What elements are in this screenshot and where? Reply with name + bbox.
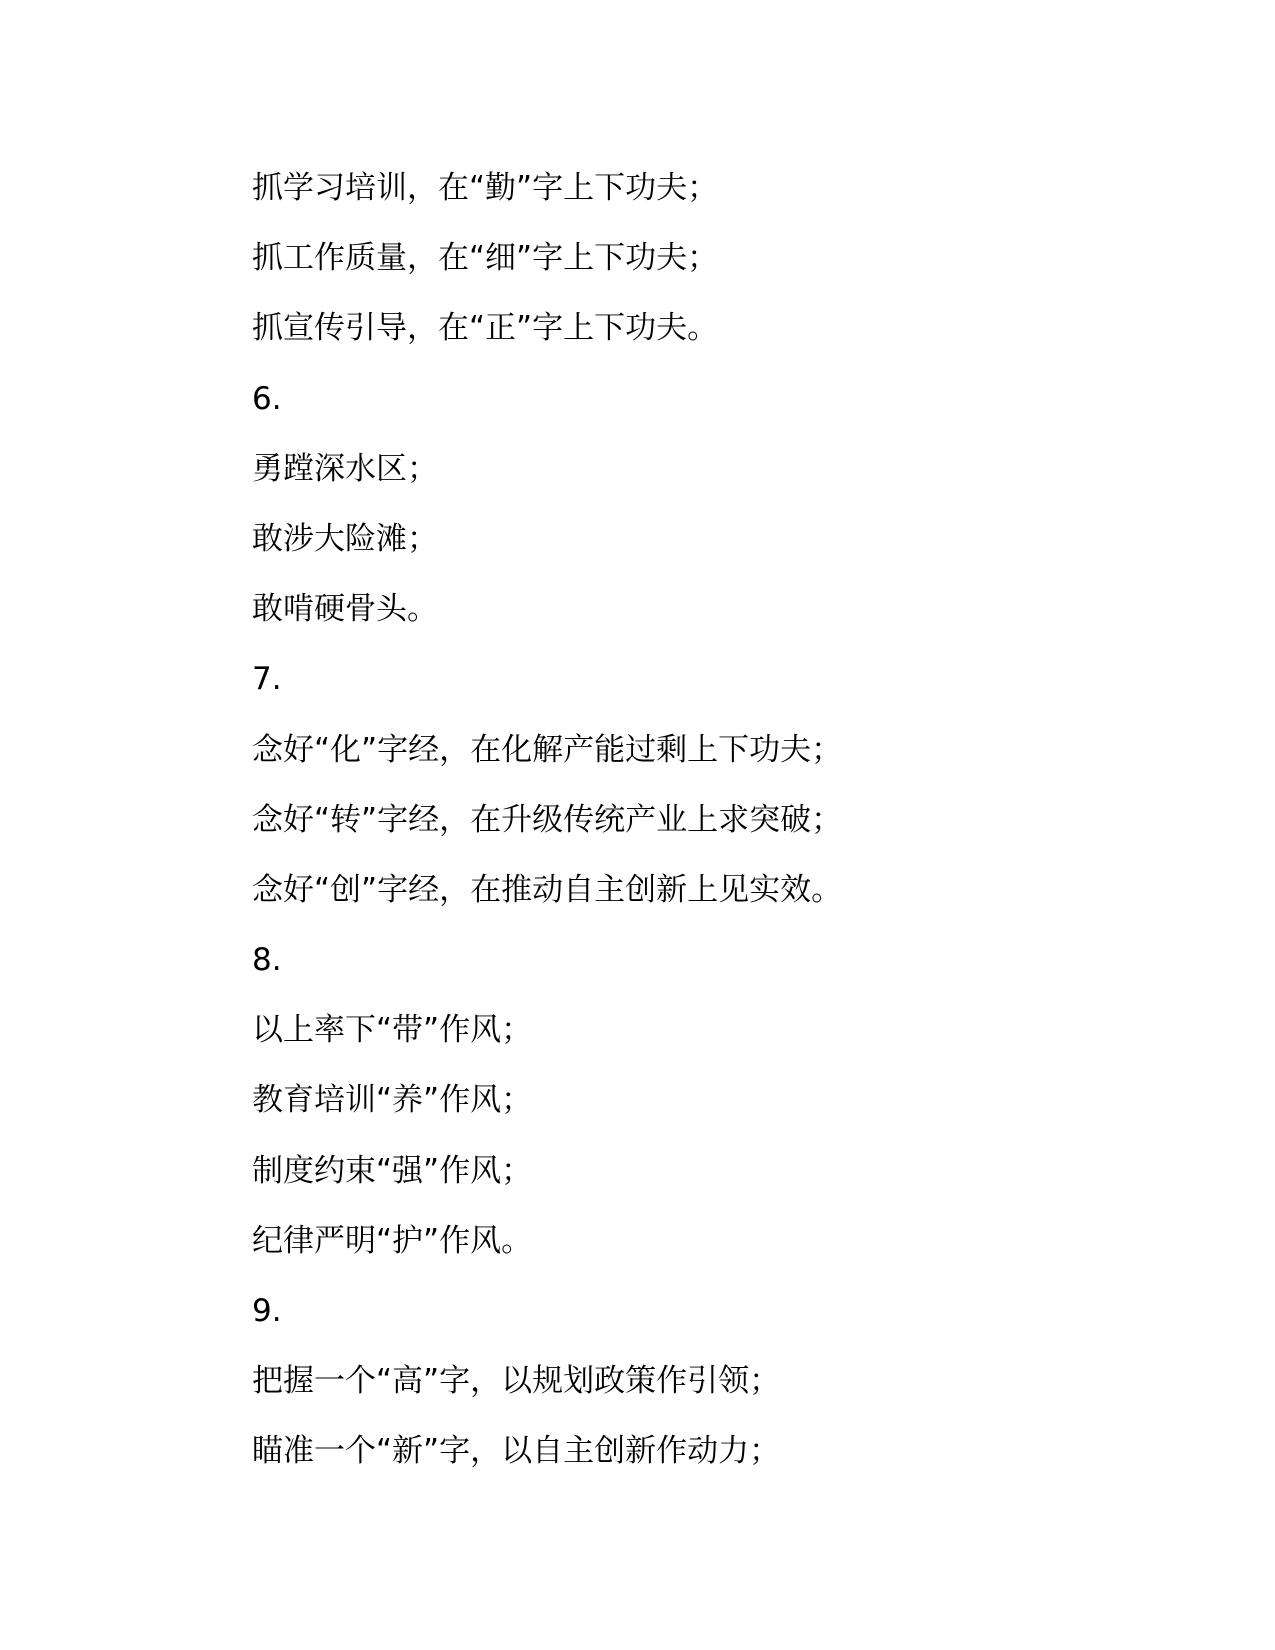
text-line: 制度约束“强”作风； bbox=[252, 1152, 533, 1189]
section-number: 8. bbox=[252, 942, 282, 979]
text-line: 念好“化”字经，在化解产能过剩上下功夫； bbox=[252, 731, 843, 768]
text-line: 把握一个“高”字，以规划政策作引领； bbox=[252, 1363, 781, 1400]
text-line: 念好“转”字经，在升级传统产业上求突破； bbox=[252, 801, 843, 838]
text-line: 教育培训“养”作风； bbox=[252, 1082, 533, 1119]
text-line: 抓工作质量，在“细”字上下功夫； bbox=[252, 240, 719, 277]
section-number: 7. bbox=[252, 661, 282, 698]
text-line: 敢啃硬骨头。 bbox=[252, 591, 438, 628]
text-line: 念好“创”字经，在推动自主创新上见实效。 bbox=[252, 871, 843, 908]
text-line: 抓学习培训，在“勤”字上下功夫； bbox=[252, 170, 719, 206]
text-line: 抓宣传引导，在“正”字上下功夫。 bbox=[252, 310, 719, 347]
text-line: 敢涉大险滩； bbox=[252, 520, 438, 557]
text-line: 瞄准一个“新”字，以自主创新作动力； bbox=[252, 1433, 781, 1470]
text-line: 纪律严明“护”作风。 bbox=[252, 1222, 533, 1259]
section-number: 6. bbox=[252, 380, 282, 417]
text-line: 以上率下“带”作风； bbox=[252, 1012, 533, 1049]
document-body bbox=[252, 153, 1152, 1487]
section-number: 9. bbox=[252, 1293, 282, 1329]
text-line: 勇蹚深水区； bbox=[252, 450, 438, 487]
